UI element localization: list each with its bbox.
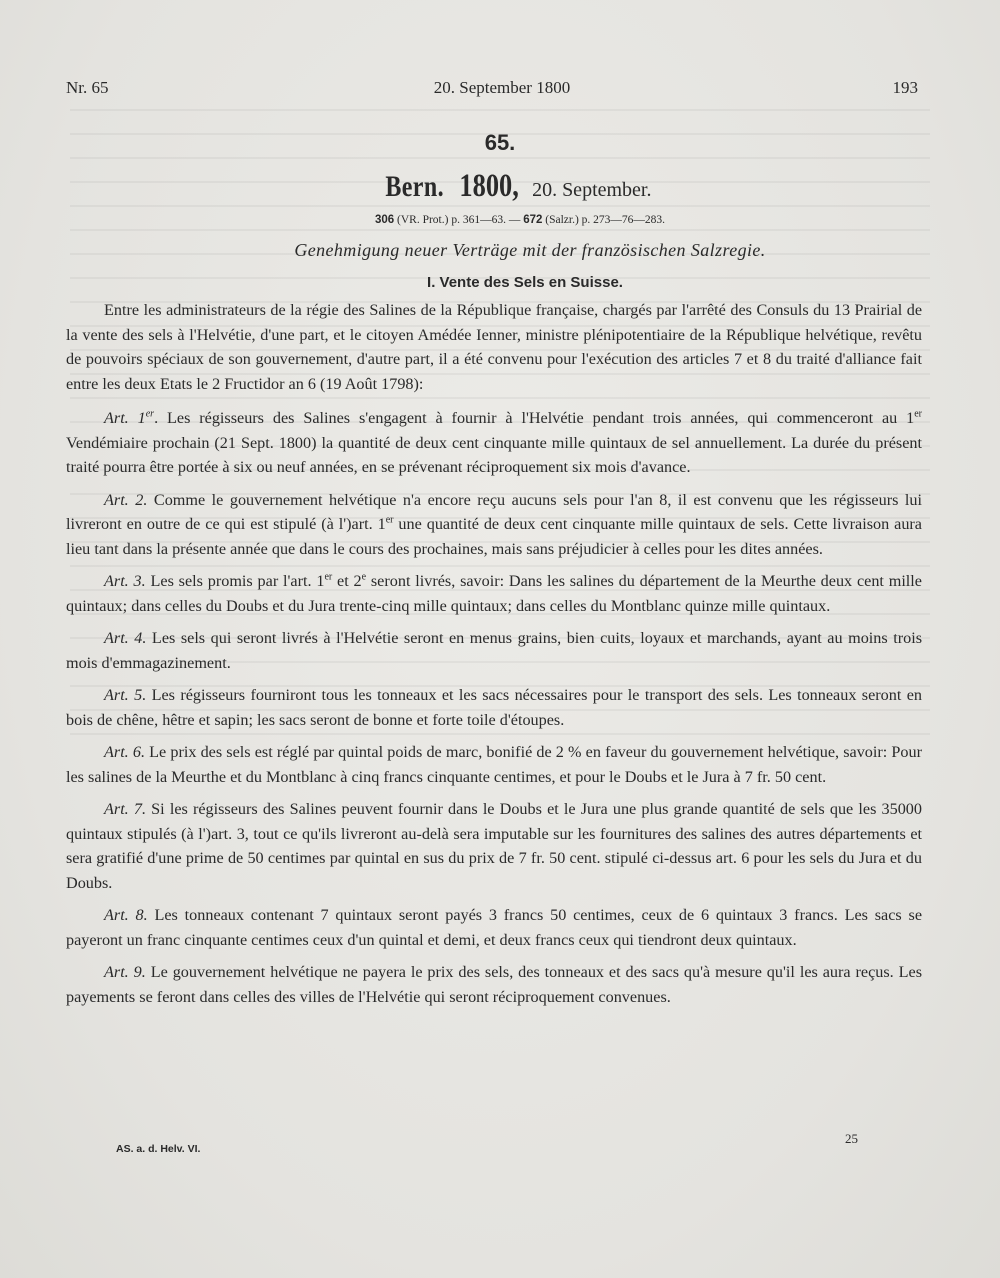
article-4: Art. 4. Les sels qui seront livrés à l'Helvétie seront en menus grains, bien cuits, loyaux et marchands, ayant au moins trois mois d'emmagazinement. xyxy=(66,629,922,672)
source-ref-1-detail: (VR. Prot.) p. 361—63. — xyxy=(394,214,524,226)
footer-signature-number: 25 xyxy=(845,1131,858,1146)
article-6-label: Art. 6. xyxy=(104,743,146,761)
document-body xyxy=(66,298,922,1017)
intro-paragraph: Entre les administrateurs de la régie des Salines de la République française, chargés par l'arrêté des Consuls du 13 Prairial de la vente des sels à l'Helvétie, d'une part, et le citoyen Amédée Ienner, ministre plénipotentiaire de la République helvétique, revêtu de pouvoirs spéciaux de son gouvernement, d'autre part, il a été convenu pour l'exécution des articles 7 et 8 du traité d'alliance fait entre les deux Etats le 2 Fructidor an 6 (19 Août 1798): xyxy=(66,301,922,393)
page-number: 193 xyxy=(892,78,918,97)
article-5: Art. 5. Les régisseurs fourniront tous les tonneaux et les sacs nécessaires pour le transport des sels. Les tonneaux seront en bois de chêne, hêtre et sapin; les sacs seront de bonne et forte toile d'étoupes. xyxy=(66,686,922,729)
article-2: Art. 2. Comme le gouvernement helvétique n'a encore reçu aucuns sels pour l'an 8, il est convenu que les régisseurs lui livreront en outre de ce qui est stipulé (à l')art. 1er une quantité de deux cent cinquante mille quintaux de sels. Cette livraison aura lieu tant dans la présente année que dans le cours des prochaines, mais sans préjudicier à celles pour les dites années. xyxy=(66,490,922,558)
article-5-label: Art. 5. xyxy=(104,686,147,704)
running-head xyxy=(66,78,918,100)
document-subject: Genehmigung neuer Verträge mit der französischen Salzregie. xyxy=(294,240,766,260)
source-ref-2: 672 xyxy=(523,214,543,226)
document-number-header: Nr. 65 xyxy=(66,78,109,97)
source-ref-1: 306 xyxy=(374,214,395,226)
dateline-date: 20. September. xyxy=(532,179,652,201)
dateline xyxy=(0,168,1000,205)
dateline-year: 1800, xyxy=(459,168,519,204)
article-9-label: Art. 9. xyxy=(104,963,146,981)
article-9: Art. 9. Le gouvernement helvétique ne payera le prix des sels, des tonneaux et des sacs qu'à mesure qu'il les aura reçus. Les payements se feront dans celles des villes de l'Helvétie qui seront réciproquement convenues. xyxy=(66,963,922,1006)
section-title: I. Vente des Sels en Suisse. xyxy=(427,274,623,291)
article-8-label: Art. 8. xyxy=(104,906,148,924)
document-number: 65. xyxy=(484,130,516,155)
article-7: Art. 7. Si les régisseurs des Salines peuvent fournir dans le Doubs et le Jura une plus grande quantité de sels que les 35000 quintaux stipulés (à l')art. 3, tout ce qu'ils livreront au-delà sera imputable sur les fournitures des salines des autres départements et sera gratifié d'une prime de 50 centimes par quintal en sus du prix de 7 fr. 50 cent. stipulé ci-dessus art. 6 pour les sels du Jura et du Doubs. xyxy=(66,800,922,892)
dateline-place: Bern. xyxy=(385,170,445,203)
source-ref-2-detail: (Salzr.) p. 273—76—283. xyxy=(542,214,666,226)
source-references xyxy=(0,214,1000,226)
article-3: Art. 3. Les sels promis par l'art. 1er et 2e seront livrés, savoir: Dans les salines du département de la Meurthe deux cent mille quintaux; dans celles du Doubs et du Jura trente-cinq mille quintaux; dans celles du Montblanc quinze mille quintaux. xyxy=(66,571,922,615)
header-date: 20. September 1800 xyxy=(433,78,571,97)
article-2-label: Art. 2. xyxy=(104,490,148,509)
article-1-label: Art. 1er xyxy=(104,408,155,427)
footer-collection-ref: AS. a. d. Helv. VI. xyxy=(116,1143,201,1155)
article-8: Art. 8. Les tonneaux contenant 7 quintaux seront payés 3 francs 50 centimes, ceux de 6 quintaux 3 francs. Les sacs se payeront un franc cinquante centimes ceux d'un quintal et demi, et deux francs ceux qui tiendront deux quintaux. xyxy=(66,906,922,949)
article-3-label: Art. 3. xyxy=(104,572,146,590)
article-7-label: Art. 7. xyxy=(104,800,147,818)
article-6: Art. 6. Le prix des sels est réglé par quintal poids de marc, bonifié de 2 % en faveur du gouvernement helvétique, savoir: Pour les salines de la Meurthe et du Montblanc à cinq francs cinquante centimes, et pour le Doubs et le Jura à 7 fr. 50 cent. xyxy=(66,743,923,786)
article-1: Art. 1er. Les régisseurs des Salines s'engagent à fournir à l'Helvétie pendant trois années, qui commenceront au 1er Vendémiaire prochain (21 Sept. 1800) la quantité de deux cent cinquante mille quintaux de sel annuellement. La durée du présent traité pourra être portée à six ou neuf années, en se prévenant réciproquement six mois d'avance. xyxy=(66,408,922,476)
article-4-label: Art. 4. xyxy=(104,629,147,647)
